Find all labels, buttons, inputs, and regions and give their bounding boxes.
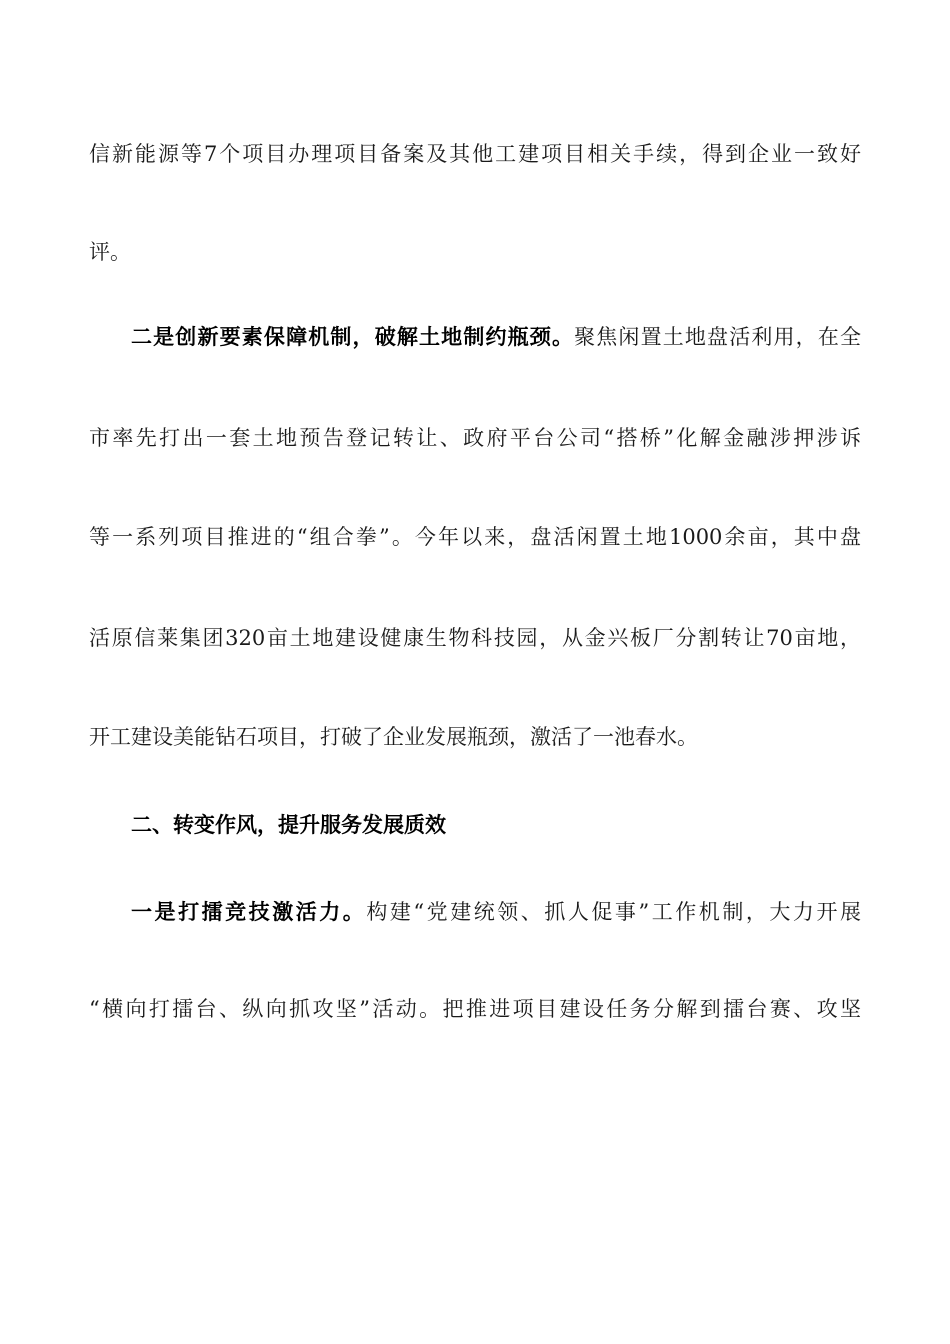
body-text: 活原信莱集团320亩土地建设健康生物科技园，从金兴板厂分割转让70亩地， xyxy=(89,626,861,650)
paragraph-line-10 xyxy=(89,995,861,1023)
paragraph-lead-heading: 二是创新要素保障机制，破解土地制约瓶颈。 xyxy=(131,324,575,349)
paragraph-line-5 xyxy=(89,523,861,551)
paragraph-line-3 xyxy=(131,323,861,351)
paragraph-line-6 xyxy=(89,624,861,652)
body-text: 聚焦闲置土地盘活利用，在全 xyxy=(574,325,861,349)
body-text: “横向打擂台、纵向抓攻坚”活动。把推进项目建设任务分解到擂台赛、攻坚 xyxy=(89,997,861,1021)
paragraph-line-7 xyxy=(89,723,861,751)
section-heading-text: 二、转变作风，提升服务发展质效 xyxy=(131,812,446,837)
paragraph-line-2 xyxy=(89,238,861,266)
body-text: 信新能源等7个项目办理项目备案及其他工建项目相关手续，得到企业一致好 xyxy=(89,142,861,166)
body-text: 评。 xyxy=(89,240,131,264)
paragraph-line-9 xyxy=(131,898,861,926)
body-text: 构建“党建统领、抓人促事”工作机制，大力开展 xyxy=(366,900,861,924)
paragraph-line-4 xyxy=(89,424,861,452)
body-text: 开工建设美能钻石项目，打破了企业发展瓶颈，激活了一池春水。 xyxy=(89,725,698,749)
body-text: 市率先打出一套土地预告登记转让、政府平台公司“搭桥”化解金融涉押涉诉 xyxy=(89,426,861,450)
section-heading xyxy=(131,811,861,839)
body-text: 等一系列项目推进的“组合拳”。今年以来，盘活闲置土地1000余亩，其中盘 xyxy=(89,525,861,549)
paragraph-line-1 xyxy=(89,140,861,168)
paragraph-lead-heading: 一是打擂竞技激活力。 xyxy=(131,899,367,924)
